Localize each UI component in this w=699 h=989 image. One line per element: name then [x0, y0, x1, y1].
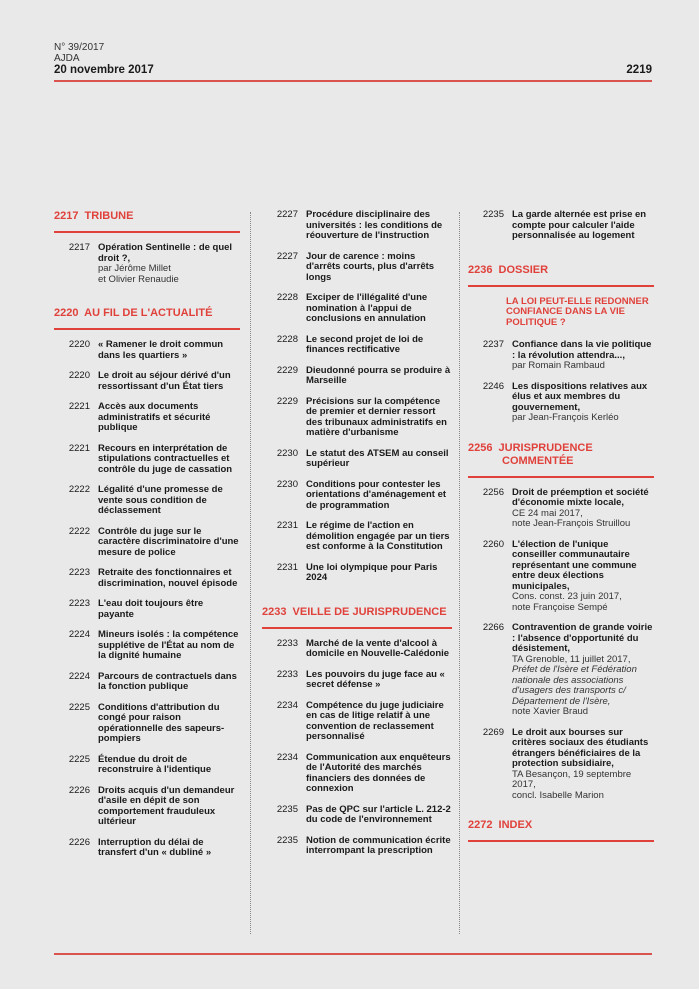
section-page: 2233 — [262, 605, 287, 618]
entry-title: Notion de communication écrite interrompant la prescription — [306, 834, 451, 856]
entry-author: Cons. const. 23 juin 2017, — [512, 591, 622, 602]
toc-entry[interactable] — [262, 210, 452, 242]
entry-title: Confiance dans la vie politique : la révolution attendra..., — [512, 339, 652, 361]
entry-title: Une loi olympique pour Paris 2024 — [306, 561, 438, 583]
entry-page: 2226 — [68, 836, 90, 848]
entry-page: 2235 — [482, 209, 504, 220]
section-title — [468, 264, 654, 287]
entry-author: par Romain Rambaud — [512, 360, 605, 371]
section-title — [54, 210, 240, 233]
toc-entry[interactable] — [262, 701, 452, 743]
entry-page: 2235 — [276, 834, 298, 846]
entry-page: 2235 — [276, 803, 298, 815]
section-label: INDEX — [498, 819, 533, 831]
entry-author: TA Besançon, 19 septembre 2017, — [512, 768, 632, 790]
entry-page: 2233 — [276, 668, 298, 680]
entry-author: et Olivier Renaudie — [98, 273, 179, 285]
entry-title: Mineurs isolés : la compétence supplétive de l'État au nom de la dignité humaine — [98, 629, 239, 661]
toc-entry[interactable] — [54, 630, 240, 662]
entry-author: TA Grenoble, 11 juillet 2017, — [512, 653, 631, 665]
column-divider — [250, 212, 251, 934]
toc-entry[interactable] — [262, 836, 452, 857]
entry-page: 2224 — [68, 670, 90, 682]
entry-list — [468, 488, 654, 802]
entry-title: Procédure disciplinaire des universités : les conditions de réouverture de l'instruction — [306, 209, 443, 241]
toc-entry[interactable] — [468, 540, 654, 614]
entry-page: 2223 — [68, 598, 90, 609]
dossier-question: LA LOI PEUT-ELLE REDONNER CONFIANCE DANS LA VIE POLITIQUE ? — [506, 295, 649, 328]
entry-page: 2228 — [276, 292, 298, 303]
entry-page: 2227 — [276, 209, 298, 220]
entry-title: Conditions d'attribution du congé pour raison opérationnelle des sapeurs-pompiers — [98, 701, 225, 744]
entry-author: par Jérôme Millet — [98, 263, 171, 274]
entry-title: Droits acquis d'un demandeur d'asile en dépit de son comportement frauduleux ultérieur — [98, 784, 235, 827]
entry-list — [468, 210, 654, 242]
toc-entry[interactable] — [468, 728, 654, 802]
entry-title: Droit de préemption et société d'économie mixte locale, — [512, 486, 649, 508]
toc-entry[interactable] — [262, 670, 452, 691]
entry-title: « Ramener le droit commun dans les quartiers » — [98, 339, 224, 361]
entry-page: 2231 — [276, 520, 298, 531]
entry-page: 2234 — [276, 751, 298, 763]
toc-entry[interactable] — [262, 449, 452, 470]
toc-entry[interactable] — [262, 753, 452, 795]
entry-title: Le droit au séjour dérivé d'un ressortissant d'un État tiers — [98, 370, 231, 392]
entry-list — [262, 210, 452, 584]
toc-entry[interactable] — [262, 397, 452, 439]
section-page: 2256 — [468, 441, 493, 454]
entry-author: Préfet de l'Isère et Fédération nationale des associations d'usagers des transports c/ Département de l'Isère, — [512, 664, 637, 707]
section-veille — [262, 606, 452, 857]
entry-page: 2222 — [68, 484, 90, 495]
entry-page: 2246 — [482, 380, 504, 392]
entry-title: Étendue du droit de reconstruire à l'identique — [98, 753, 212, 775]
entry-title: Précisions sur la compétence de premier et dernier ressort des tribunaux administratifs en matière d'urbanisme — [306, 395, 447, 438]
toc-entry[interactable] — [468, 382, 654, 424]
toc-entry[interactable] — [54, 755, 240, 776]
entry-title: Le droit aux bourses sur critères sociaux des étudiants étrangers bénéficiaires de la protection subsidiaire, — [512, 726, 649, 769]
entry-page: 2233 — [276, 637, 298, 649]
toc-column-3 — [468, 210, 654, 858]
entry-title: Parcours de contractuels dans la fonction publique — [98, 670, 237, 692]
entry-page: 2227 — [276, 250, 298, 262]
toc-entry[interactable] — [54, 838, 240, 859]
entry-page: 2222 — [68, 525, 90, 537]
section-label: DOSSIER — [498, 263, 549, 276]
entry-page: 2217 — [68, 242, 90, 253]
toc-entry[interactable] — [54, 340, 240, 361]
toc-column-2 — [262, 210, 452, 873]
entry-title: Le statut des ATSEM au conseil supérieur — [306, 447, 449, 469]
entry-page: 2225 — [68, 753, 90, 765]
entry-list — [468, 340, 654, 424]
toc-entry[interactable] — [54, 703, 240, 745]
entry-title: Recours en interprétation de stipulations contractuelles et contrôle du juge de cassation — [98, 442, 233, 475]
entry-page: 2221 — [68, 401, 90, 412]
entry-title: Le régime de l'action en démolition engagée par un tiers est conforme à la Constitution — [306, 520, 450, 552]
entry-page: 2230 — [276, 447, 298, 459]
toc-entry[interactable] — [54, 599, 240, 620]
entry-page: 2223 — [68, 567, 90, 578]
entry-page: 2228 — [276, 333, 298, 345]
entry-page: 2269 — [482, 726, 504, 738]
toc-entry[interactable] — [54, 672, 240, 693]
footer-rule — [54, 953, 652, 955]
entry-title: Les dispositions relatives aux élus et aux membres du gouvernement, — [512, 380, 648, 413]
toc-entry[interactable] — [54, 402, 240, 434]
section-tribune — [54, 210, 240, 285]
entry-title: Accès aux documents administratifs et sécurité publique — [98, 401, 211, 433]
toc-entry[interactable] — [468, 340, 654, 372]
toc-entry[interactable] — [468, 210, 654, 242]
entry-page: 2231 — [276, 561, 298, 573]
entry-page: 2266 — [482, 622, 504, 633]
toc-entry[interactable] — [262, 366, 452, 387]
toc-entry[interactable] — [262, 639, 452, 660]
entry-page: 2221 — [68, 442, 90, 454]
toc-entry[interactable] — [54, 485, 240, 517]
toc-entry[interactable] — [262, 563, 452, 584]
section-label: AU FIL DE L'ACTUALITÉ — [84, 307, 213, 319]
entry-page: 2220 — [68, 339, 90, 350]
entry-title: Conditions pour contester les orientations d'aménagement et de programmation — [306, 478, 447, 511]
toc-entry[interactable] — [262, 335, 452, 356]
entry-page: 2256 — [482, 486, 504, 498]
toc-entry[interactable] — [468, 488, 654, 530]
entry-page: 2226 — [68, 784, 90, 796]
section-dossier — [468, 264, 654, 424]
entry-author: note Xavier Braud — [512, 706, 589, 717]
entry-page: 2225 — [68, 701, 90, 713]
page-header — [54, 42, 652, 82]
issue-date: 20 novembre 2017 — [54, 64, 154, 76]
section-label: VEILLE DE JURISPRUDENCE — [292, 605, 447, 618]
section-actualite — [54, 307, 240, 859]
entry-author: CE 24 mai 2017, — [512, 507, 583, 519]
section-page: 2236 — [468, 263, 493, 276]
entry-list — [262, 639, 452, 857]
toc-entry[interactable] — [54, 444, 240, 476]
section-title — [262, 606, 452, 629]
entry-page: 2220 — [68, 370, 90, 381]
entry-title: Communication aux enquêteurs de l'Autorité des marchés financiers des données de connexion — [306, 751, 451, 794]
toc-entry[interactable] — [468, 623, 654, 718]
entry-page: 2234 — [276, 699, 298, 711]
section-title — [468, 442, 654, 478]
entry-title: Opération Sentinelle : de quel droit ?, — [98, 242, 233, 264]
entry-title: Retraite des fonctionnaires et discrimination, nouvel épisode — [98, 567, 238, 589]
section-index — [468, 819, 654, 842]
section-page: 2272 — [468, 819, 493, 831]
toc-entry[interactable] — [262, 521, 452, 553]
section-page: 2217 — [54, 210, 79, 222]
toc-entry[interactable] — [54, 568, 240, 589]
entry-title: Compétence du juge judiciaire en cas de litige relatif à une convention de reclassement personnalisé — [306, 699, 444, 742]
entry-author: note Françoise Sempé — [512, 601, 608, 613]
entry-page: 2230 — [276, 478, 298, 490]
entry-title: Jour de carence : moins d'arrêts courts, plus d'arrêts longs — [306, 250, 435, 283]
toc-entry[interactable] — [262, 252, 452, 284]
toc-column-1 — [54, 210, 240, 875]
entry-author: concl. Isabelle Marion — [512, 789, 604, 801]
entry-title: Marché de la vente d'alcool à domicile en Nouvelle-Calédonie — [306, 637, 450, 659]
entry-title: Contrôle du juge sur le caractère discriminatoire d'une mesure de police — [98, 525, 239, 558]
entry-title: Le second projet de loi de finances rectificative — [306, 333, 424, 355]
entry-list — [54, 340, 240, 859]
entry-title: Légalité d'une promesse de vente sous condition de déclassement — [98, 484, 223, 516]
section-label: TRIBUNE — [84, 210, 134, 222]
entry-page: 2224 — [68, 629, 90, 640]
entry-title: Dieudonné pourra se produire à Marseille — [306, 364, 451, 386]
section-jurisprudence — [468, 442, 654, 802]
toc-entry[interactable] — [262, 805, 452, 826]
entry-page: 2237 — [482, 339, 504, 350]
issue-number: N° 39/2017 — [54, 42, 105, 53]
entry-title: L'élection de l'unique conseiller communautaire représentant une commune entre deux élections municipales, — [512, 538, 637, 592]
journal-name: AJDA — [54, 53, 80, 64]
entry-title: Exciper de l'illégalité d'une nomination à l'appui de conclusions en annulation — [306, 292, 428, 324]
toc-entry[interactable] — [262, 480, 452, 512]
page-number: 2219 — [626, 64, 652, 76]
section-title — [54, 307, 240, 330]
section-label: COMMENTÉE — [502, 454, 574, 467]
entry-title: Contravention de grande voirie : l'absence d'opportunité du désistement, — [512, 622, 653, 654]
entry-title: Interruption du délai de transfert d'un « dubliné » — [98, 836, 212, 858]
header-rule — [54, 80, 652, 82]
toc-entry[interactable] — [54, 371, 240, 392]
toc-entry[interactable] — [54, 786, 240, 828]
column-divider — [459, 212, 460, 934]
entry-title: L'eau doit toujours être payante — [98, 598, 204, 620]
toc-entry[interactable] — [54, 527, 240, 559]
section-title — [468, 819, 654, 842]
entry-page: 2229 — [276, 364, 298, 376]
toc-entry[interactable] — [54, 243, 240, 285]
entry-title: Les pouvoirs du juge face au « secret défense » — [306, 668, 445, 690]
toc-entry[interactable] — [262, 293, 452, 325]
entry-page: 2260 — [482, 538, 504, 550]
entry-author: par Jean-François Kerléo — [512, 412, 619, 423]
entry-author: note Jean-François Struillou — [512, 518, 631, 529]
section-label: JURISPRUDENCE — [498, 441, 593, 454]
entry-title: La garde alternée est prise en compte pour calculer l'aide personnalisée au logement — [512, 209, 647, 241]
section-page: 2220 — [54, 307, 79, 319]
entry-page: 2229 — [276, 395, 298, 407]
entry-title: Pas de QPC sur l'article L. 212-2 du code de l'environnement — [306, 803, 451, 825]
